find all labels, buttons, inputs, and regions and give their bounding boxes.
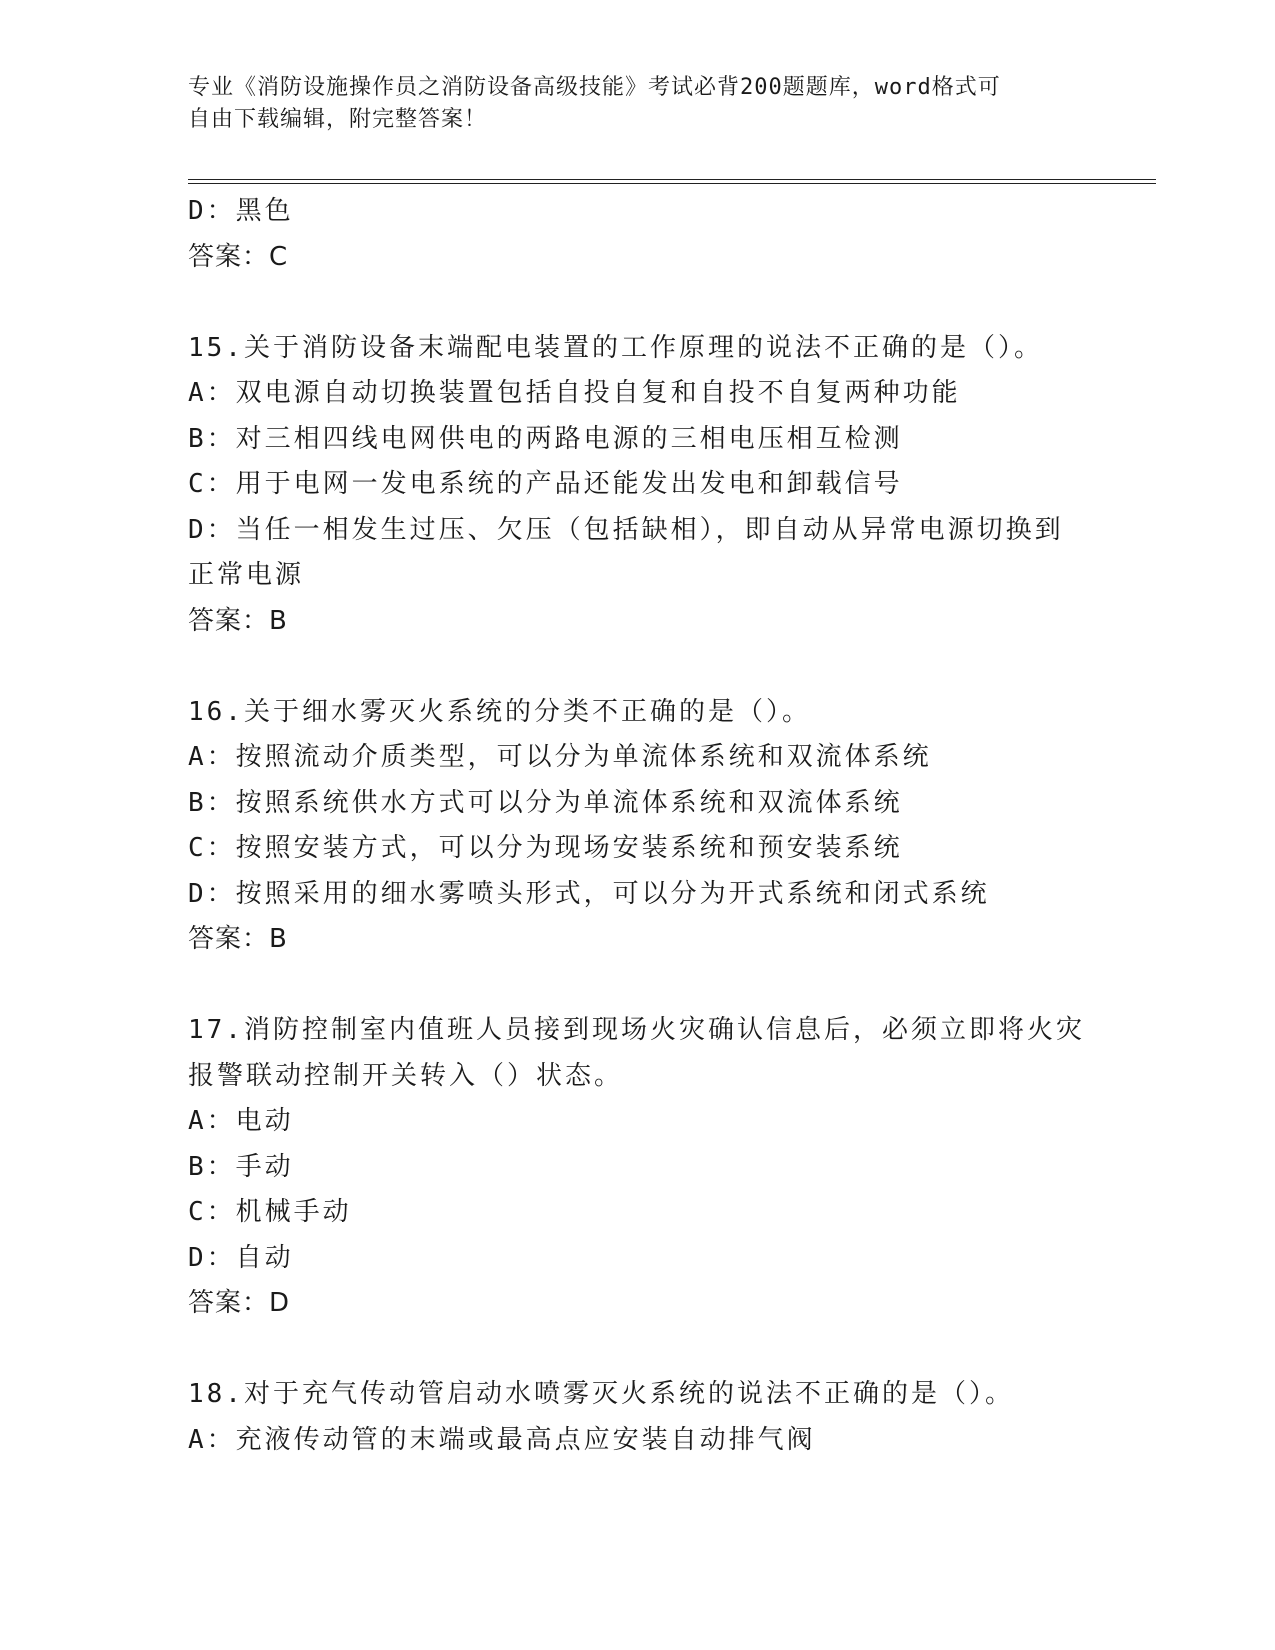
option-b: B：手动 (188, 1151, 294, 1182)
spacer (188, 963, 1088, 1009)
question-text: 17.消防控制室内值班人员接到现场火灾确认信息后，必须立即将火灾 (188, 1015, 1085, 1045)
question-text: 16.关于细水雾灭火系统的分类不正确的是（）。 (188, 696, 811, 727)
question-15 (188, 326, 1088, 645)
option-d: D：黑色 (188, 196, 294, 226)
header-divider-top (188, 179, 1156, 180)
option-a: A：按照流动介质类型，可以分为单流体系统和双流体系统 (188, 742, 932, 772)
answer: 答案：D (188, 1288, 291, 1318)
question-18 (188, 1372, 1088, 1463)
question-17 (188, 1008, 1088, 1327)
option-d-continued: 正常电源 (188, 560, 305, 590)
header-divider-bottom (188, 183, 1156, 184)
spacer (188, 280, 1088, 326)
question-14-tail (188, 189, 1088, 280)
option-d: D：按照采用的细水雾喷头形式，可以分为开式系统和闭式系统 (188, 878, 990, 909)
answer: 答案：B (188, 924, 288, 954)
question-16 (188, 690, 1088, 963)
option-a: A：电动 (188, 1106, 294, 1136)
option-d: D：自动 (188, 1242, 294, 1273)
document-header (188, 72, 1068, 136)
header-title-line-2: 自由下载编辑，附完整答案！ (188, 107, 488, 132)
option-a: A：双电源自动切换装置包括自投自复和自投不自复两种功能 (188, 378, 961, 408)
option-c: C：用于电网一发电系统的产品还能发出发电和卸载信号 (188, 469, 903, 499)
option-b: B：对三相四线电网供电的两路电源的三相电压相互检测 (188, 423, 903, 454)
answer: 答案：C (188, 241, 289, 272)
option-a: A：充液传动管的末端或最高点应安装自动排气阀 (188, 1424, 816, 1455)
question-text: 18.对于充气传动管启动水喷雾灭火系统的说法不正确的是（）。 (188, 1379, 1014, 1409)
question-text: 15.关于消防设备末端配电装置的工作原理的说法不正确的是（）。 (188, 332, 1043, 363)
answer: 答案：B (188, 605, 288, 636)
spacer (188, 644, 1088, 690)
header-title-line-1: 专业《消防设施操作员之消防设备高级技能》考试必背200题题库，word格式可 (188, 75, 1001, 100)
option-d: D：当任一相发生过压、欠压（包括缺相），即自动从异常电源切换到 (188, 514, 1064, 545)
option-b: B：按照系统供水方式可以分为单流体系统和双流体系统 (188, 787, 903, 818)
option-c: C：机械手动 (188, 1197, 352, 1227)
question-text-continued: 报警联动控制开关转入（）状态。 (188, 1060, 624, 1091)
option-c: C：按照安装方式，可以分为现场安装系统和预安装系统 (188, 833, 903, 863)
spacer (188, 1327, 1088, 1373)
document-body (188, 189, 1088, 1463)
